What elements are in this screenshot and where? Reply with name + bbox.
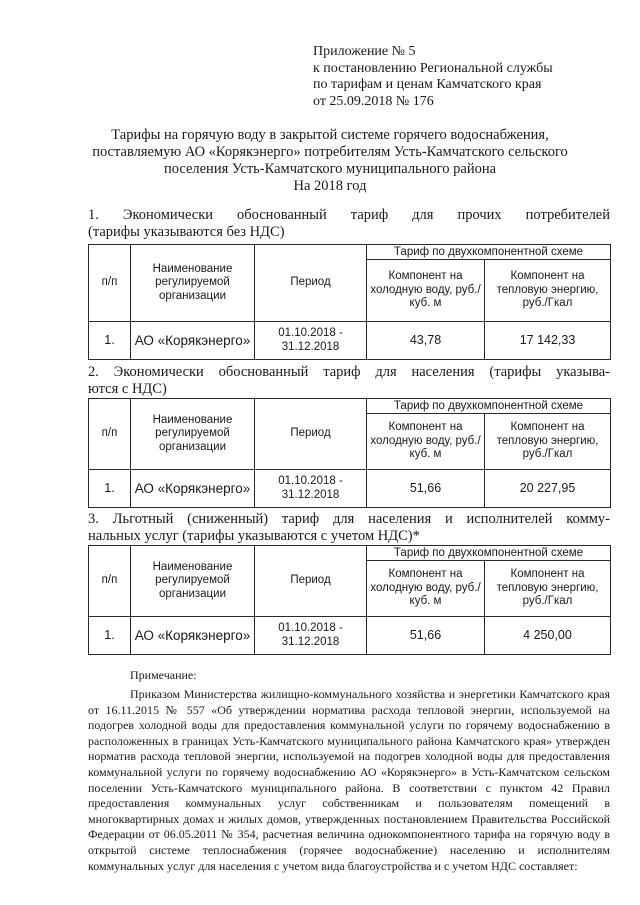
section-heading-line: ются с НДС) bbox=[88, 381, 167, 397]
section-heading-line: нальных услуг (тарифы указываются с учетом НДС)* bbox=[88, 528, 420, 544]
row-heat: 4 250,00 bbox=[485, 617, 611, 655]
table-header-row bbox=[89, 245, 611, 260]
section-heading-line: (тарифы указываются без НДС) bbox=[88, 224, 285, 240]
note-heading: Примечание: bbox=[130, 668, 197, 682]
header-cold: Компонент на холодную воду, руб./куб. м bbox=[367, 260, 485, 322]
header-heat: Компонент на тепловую энергию, руб./Гкал bbox=[485, 260, 611, 322]
row-cold: 51,66 bbox=[367, 470, 485, 508]
row-period: 01.10.2018 - 31.12.2018 bbox=[255, 617, 367, 655]
header-heat: Компонент на тепловую энергию, руб./Гкал bbox=[485, 561, 611, 617]
section-heading-line: 1. Экономически обоснованный тариф для прочих потребителей bbox=[88, 207, 610, 223]
header-period: Период bbox=[255, 546, 367, 617]
header-scheme: Тариф по двухкомпонентной схеме bbox=[367, 399, 611, 414]
header-org: Наименование регулируемой организации bbox=[131, 399, 255, 470]
table-header-row bbox=[89, 399, 611, 414]
table-row bbox=[89, 322, 611, 360]
title-line: поставляемую АО «Корякэнерго» потребителям Усть-Камчатского сельского bbox=[92, 144, 568, 160]
title-line: поселения Усть-Камчатского муниципального района bbox=[163, 161, 497, 177]
row-heat: 20 227,95 bbox=[485, 470, 611, 508]
tariff-table-2 bbox=[88, 398, 611, 508]
header-scheme: Тариф по двухкомпонентной схеме bbox=[367, 245, 611, 260]
annex-line: по тарифам и ценам Камчатского края bbox=[313, 77, 542, 92]
header-num: п/п bbox=[89, 399, 131, 470]
row-num: 1. bbox=[89, 617, 131, 655]
document-title bbox=[60, 127, 600, 195]
header-org: Наименование регулируемой организации bbox=[131, 546, 255, 617]
header-num: п/п bbox=[89, 245, 131, 322]
title-line: Тарифы на горячую воду в закрытой системе горячего водоснабжения, bbox=[111, 127, 549, 143]
annex-line: от 25.09.2018 № 176 bbox=[313, 93, 434, 109]
header-period: Период bbox=[255, 245, 367, 322]
row-cold: 43,78 bbox=[367, 322, 485, 360]
section-heading-line: 3. Льготный (сниженный) тариф для населения и исполнителей комму- bbox=[88, 511, 610, 527]
header-org: Наименование регулируемой организации bbox=[131, 245, 255, 322]
tariff-table-3 bbox=[88, 545, 611, 655]
header-period: Период bbox=[255, 399, 367, 470]
row-cold: 51,66 bbox=[367, 617, 485, 655]
row-heat: 17 142,33 bbox=[485, 322, 611, 360]
tariff-table-1 bbox=[88, 244, 611, 360]
header-cold: Компонент на холодную воду, руб./куб. м bbox=[367, 414, 485, 470]
section-2-heading bbox=[88, 364, 610, 398]
header-num: п/п bbox=[89, 546, 131, 617]
row-org: АО «Корякэнерго» bbox=[131, 617, 255, 655]
section-3-heading bbox=[88, 511, 610, 545]
row-period: 01.10.2018 - 31.12.2018 bbox=[255, 322, 367, 360]
header-cold: Компонент на холодную воду, руб./куб. м bbox=[367, 561, 485, 617]
row-num: 1. bbox=[89, 322, 131, 360]
table-row bbox=[89, 617, 611, 655]
row-org: АО «Корякэнерго» bbox=[131, 470, 255, 508]
header-scheme: Тариф по двухкомпонентной схеме bbox=[367, 546, 611, 561]
annex-header bbox=[313, 44, 633, 110]
row-num: 1. bbox=[89, 470, 131, 508]
row-period: 01.10.2018 - 31.12.2018 bbox=[255, 470, 367, 508]
annex-line: к постановлению Региональной службы bbox=[313, 60, 553, 76]
table-row bbox=[89, 470, 611, 508]
table-header-row bbox=[89, 546, 611, 561]
row-org: АО «Корякэнерго» bbox=[131, 322, 255, 360]
header-heat: Компонент на тепловую энергию, руб./Гкал bbox=[485, 414, 611, 470]
annex-line: Приложение № 5 bbox=[313, 44, 416, 59]
note-body: Приказом Министерства жилищно-коммунального хозяйства и энергетики Камчатского края от 16.11.2015 № 557 «Об утверждении норматива расхода тепловой энергии, используемой на подогрев холодной воды для предоставления коммунальной услуги по горячему водоснабжению в расположенных в границах Усть-Камчатского муниципального района Камчатского края» утвержден норматив расхода тепловой энергии, используемой на подогрев холодной воды для предоставления коммунальной услуги по горячему водоснабжению АО «Корякэнерго» в Усть-Камчатском сельском поселении Усть-Камчатского муниципального района. В соответствии с пунктом 42 Правил предоставления коммунальных услуг собственникам и пользователям помещений в многоквартирных домах и жилых домов, утвержденных постановлением Правительства Российской Федерации от 06.05.2011 № 354, расчетная величина однокомпонентного тарифа на горячую воду в открытой системе теплоснабжения (горячее водоснабжение) населению и исполнителям коммунальных услуг для населения с учетом вида благоустройства и с учетом НДС составляет: bbox=[88, 687, 610, 873]
title-year: На 2018 год bbox=[293, 178, 367, 194]
section-1-heading bbox=[88, 207, 610, 241]
section-heading-line: 2. Экономически обоснованный тариф для населения (тарифы указыва- bbox=[88, 364, 610, 380]
